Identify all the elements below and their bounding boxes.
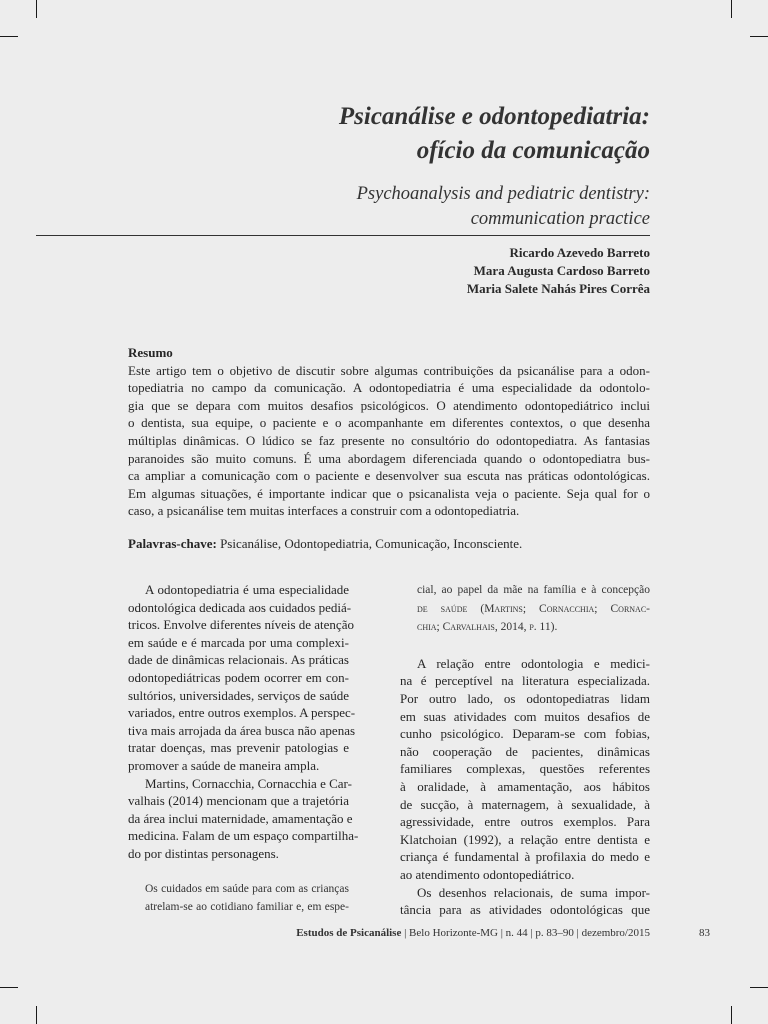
title-line: Psicanálise e odontopediatria: [338, 103, 650, 130]
author-name: Maria Salete Nahás Pires Corrêa [466, 281, 650, 296]
quote-line: cial, ao papel da mãe na família e à concepção [417, 584, 650, 596]
quote-line: atrelam-se ao cotidiano familiar e, em espe- [145, 901, 349, 914]
body-line: em saúde e é marcada por uma complexi- [128, 634, 349, 650]
abstract-line: caso, a psicanálise tem muitas interfaces a construir com a odontopediatria. [128, 503, 520, 519]
body-line: de sucção, à maternagem, à sexualidade, à [400, 796, 650, 812]
crop-mark [750, 36, 768, 37]
body-line: valhais (2014) mencionam que a trajetória [128, 793, 349, 809]
body-line: tratar doenças, mas prevenir patologias e [128, 740, 349, 756]
abstract-line: Este artigo tem o objetivo de discutir sobre algumas contribuições da psicanálise para a odon- [128, 362, 650, 378]
crop-mark [750, 987, 768, 988]
abstract-line: múltiplas dinâmicas. O lúdico se faz presente no consultório do odontopediatra. As fantasias [128, 432, 650, 448]
author-list [467, 244, 650, 298]
abstract-heading: Resumo [128, 345, 173, 360]
body-line: promover a saúde de maneira ampla. [128, 757, 320, 773]
subtitle-line: Psychoanalysis and pediatric dentistry: [356, 184, 650, 204]
running-footer [296, 927, 650, 939]
body-line: familiares complexas, questões referentes [400, 761, 650, 777]
body-line: não cooperação de pacientes, dinâmicas [400, 743, 650, 759]
body-line: tiva mais arrojada da área busca não apenas [128, 722, 356, 738]
body-line: Martins, Cornacchia, Cornacchia e Car- [145, 775, 352, 791]
abstract-line: topediatria no campo da comunicação. A odontopediatria é uma especialidade da odontolo- [128, 380, 650, 396]
page-number: 83 [699, 927, 710, 939]
body-line: A odontopediatria é uma especialidade [145, 582, 349, 597]
block-quote [128, 880, 349, 917]
author-name: Ricardo Azevedo Barreto [509, 245, 650, 260]
body-line: variados, entre outros exemplos. A perspec- [128, 705, 356, 721]
crop-mark [731, 1006, 732, 1024]
abstract-line: ca ampliar a comunicação com o paciente e desenvolver sua escuta nas práticas odontológicas. [128, 468, 650, 484]
crop-mark [36, 0, 37, 18]
body-line: na é perceptível na literatura especializada. [400, 673, 650, 689]
crop-mark [731, 0, 732, 18]
body-column-left [128, 581, 359, 917]
body-line: tricos. Envolve diferentes níveis de atenção [128, 617, 354, 633]
title-line: ofício da comunicação [416, 137, 650, 164]
abstract-line: Em algumas situações, é importante indicar que o psicanalista veja o paciente. Seja qual for o [128, 485, 650, 501]
body-line: A relação entre odontologia e medici- [417, 655, 650, 671]
body-line: odontológica dedicada aos cuidados pediá- [128, 599, 352, 615]
body-line: sultórios, universidades, serviços de saúde [128, 687, 349, 703]
issue-details: | Belo Horizonte-MG | n. 44 | p. 83–90 | dezembro/2015 [401, 927, 650, 939]
keywords [128, 535, 650, 553]
body-line: Klatchoian (1992), a relação entre dentista e [400, 831, 650, 847]
body-line: agressividade, entre outros exemplos. Para [400, 814, 650, 830]
body-line: Por outro lado, os odontopediatras lidam [400, 690, 650, 706]
body-line: criança é fundamental à profilaxia do medo e [400, 849, 650, 865]
article-subtitle [357, 182, 650, 232]
keywords-label: Palavras-chave: [128, 536, 217, 551]
body-line: medicina. Falam de um espaço compartilha- [128, 828, 359, 844]
journal-name: Estudos de Psicanálise [296, 927, 402, 939]
block-quote [400, 581, 650, 637]
crop-mark [0, 36, 18, 37]
body-line: dade de dinâmicas relacionais. As práticas [128, 652, 349, 668]
quote-line: chia; Carvalhais, 2014, p. 11). [417, 621, 558, 634]
quote-line: de saúde (Martins; Cornacchia; Cornac- [417, 602, 650, 615]
abstract [128, 344, 650, 520]
quote-line: Os cuidados em saúde para com as crianças [145, 882, 349, 895]
body-line: à oralidade, à amamentação, aos hábitos [400, 778, 650, 794]
body-line: odontopediátricas podem ocorrer em con- [128, 669, 349, 685]
article-title [339, 100, 650, 168]
abstract-line: o dentista, sua equipe, o paciente e o acompanhante em diferentes contextos, o que desenha [128, 415, 650, 431]
body-line: da área inclui maternidade, amamentação e [128, 810, 353, 826]
body-line: cunho psicológico. Deparam-se com fobias, [400, 726, 650, 742]
body-line: ao atendimento odontopediátrico. [400, 866, 575, 882]
subtitle-line: communication practice [470, 209, 650, 229]
body-line: em suas atividades com muitos desafios de [400, 708, 650, 724]
title-divider [36, 235, 650, 236]
body-line: do por distintas personagens. [128, 845, 279, 861]
body-line: Os desenhos relacionais, de suma impor- [417, 884, 650, 900]
author-name: Mara Augusta Cardoso Barreto [473, 263, 650, 278]
body-line: tância para as atividades odontológicas que [400, 902, 650, 918]
body-column-right [400, 581, 650, 919]
abstract-line: paranoides são muito comuns. É uma abordagem diferenciada quando o odontopediatra bus- [128, 450, 650, 466]
keywords-text: Psicanálise, Odontopediatria, Comunicação, Inconsciente. [216, 536, 523, 551]
abstract-line: gia que se depara com muitos desafios psicológicos. O atendimento odontopediátrico inclui [128, 397, 650, 413]
crop-mark [36, 1006, 37, 1024]
crop-mark [0, 987, 18, 988]
